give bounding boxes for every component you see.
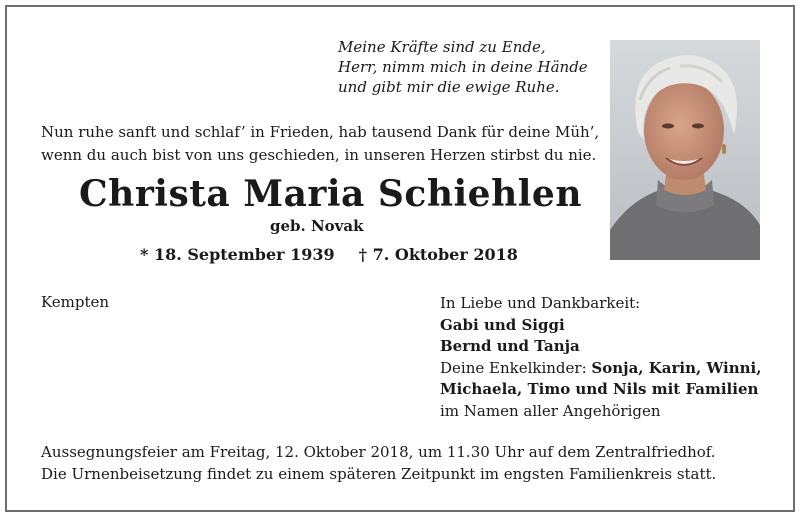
poem-line: Herr, nimm mich in deine Hände [338, 58, 588, 76]
birth-date: * 18. September 1939 [140, 245, 335, 264]
portrait-photo [610, 40, 760, 260]
poem-line: und gibt mir die ewige Ruhe. [338, 78, 560, 96]
grandchildren-names: Michaela, Timo und Nils mit Familien [440, 380, 759, 398]
mourners-list [440, 293, 780, 422]
poem [338, 37, 608, 97]
death-date: † 7. Oktober 2018 [358, 245, 518, 264]
mourner-line: Bernd und Tanja [440, 337, 580, 355]
grandchildren-names: Sonja, Karin, Winni, [591, 358, 762, 377]
mourner-line: Gabi und Siggi [440, 315, 565, 334]
intro-line: wenn du auch bist von uns geschieden, in unseren Herzen stirbst du nie. [41, 146, 597, 164]
maiden-name: geb. Novak [270, 217, 364, 235]
grandchildren-label: Deine Enkelkinder: [440, 358, 592, 377]
ceremony-info [41, 441, 781, 485]
ceremony-line: Aussegnungsfeier am Freitag, 12. Oktober 2018, um 11.30 Uhr auf dem Zentralfriedhof. [41, 443, 716, 461]
mourners-heading: In Liebe und Dankbarkeit: [440, 294, 641, 312]
ceremony-line: Die Urnenbeisetzung findet zu einem späteren Zeitpunkt im engsten Familienkreis statt. [41, 465, 717, 483]
mourners-closing: im Namen aller Angehörigen [440, 401, 661, 420]
intro-verse [41, 121, 601, 167]
deceased-name: Christa Maria Schiehlen [79, 173, 583, 215]
grandchildren-line [440, 358, 780, 380]
intro-line: Nun ruhe sanft und schlaf’ in Frieden, hab tausend Dank für deine Müh’, [41, 123, 600, 141]
poem-line: Meine Kräfte sind zu Ende, [338, 38, 546, 56]
place: Kempten [41, 293, 110, 311]
life-dates [140, 245, 518, 264]
